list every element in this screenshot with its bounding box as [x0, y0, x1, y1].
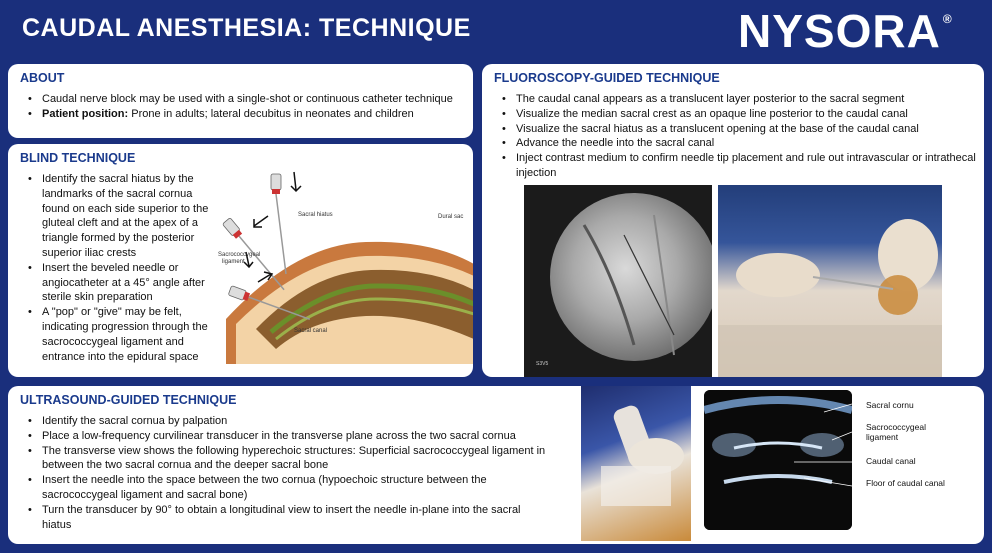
about-card [8, 64, 473, 138]
prep-site [878, 275, 918, 315]
fluoroscopy-image [524, 185, 712, 377]
ultrasound-image [704, 390, 852, 530]
ultrasound-bullet [22, 414, 552, 429]
label-ligament: ligament [222, 259, 245, 265]
ultrasound-bullet-text: The transverse view shows the following hyperechoic structures: Superficial sacrococcygeal ligament in between the two sacral cornua and the deeper sacral bone [42, 444, 546, 472]
about-heading: ABOUT [20, 71, 65, 85]
label-sacral-cornu: Sacral cornu [866, 400, 914, 410]
fluoro-overlay [524, 185, 712, 377]
ultrasound-bullet [22, 429, 552, 444]
ultrasound-list [22, 414, 552, 532]
fluoro-bullet [496, 122, 976, 137]
about-bullet [22, 92, 467, 107]
label-floor-caudal-canal: Floor of caudal canal [866, 478, 945, 488]
fluoroscopy-card [482, 64, 984, 377]
label-ligament: ligament [866, 432, 899, 442]
needle [813, 277, 893, 289]
probe-photo-art [581, 386, 691, 541]
fluoro-bullet [496, 107, 976, 122]
fluoro-bullet-text: Visualize the median sacral crest as an opaque line posterior to the caudal canal [516, 107, 908, 120]
procedure-photo [718, 185, 942, 377]
drape [718, 325, 942, 377]
blind-list [22, 172, 222, 364]
drape [601, 466, 671, 506]
ultrasound-bullet-text: Turn the transducer by 90° to obtain a longitudinal view to insert the needle in-plane into the sacral hiatus [42, 503, 521, 531]
about-list [22, 92, 467, 122]
blind-bullet [22, 305, 222, 364]
ultrasound-labels [866, 386, 984, 536]
arrow-icon [254, 216, 268, 227]
sacrum-illustration [216, 164, 473, 374]
fluoro-bullet-text: Inject contrast medium to confirm needle tip placement and rule out intravascular or intrathecal injection [516, 152, 976, 179]
ultrasound-card [8, 386, 984, 544]
blind-bullet [22, 261, 222, 305]
label-caudal-canal: Caudal canal [866, 456, 916, 466]
fluoro-bullet [496, 151, 976, 181]
fluoro-bullet [496, 92, 976, 107]
brand-logo [738, 4, 953, 58]
label-sacral-canal: Sacral canal [294, 328, 328, 334]
fluoro-list [496, 92, 976, 181]
label-sacrococcygeal: Sacrococcygeal [866, 422, 927, 432]
ultrasound-bullet-text: Insert the needle into the space between the two cornua (hypoechoic structure between the sacrococcygeal ligament and sacral bone) [42, 474, 487, 501]
about-bullet-text: Caudal nerve block may be used with a single-shot or continuous catheter technique [42, 93, 453, 105]
label-sacral-hiatus: Sacral hiatus [298, 212, 333, 218]
registered-mark: ® [942, 12, 953, 26]
fluoro-bullet-text: The caudal canal appears as a translucent layer posterior to the sacral segment [516, 93, 905, 105]
ultrasound-probe-photo [581, 386, 691, 541]
arrow-icon [291, 172, 301, 191]
fluoro-bullet [496, 136, 976, 151]
ultrasound-bullet [22, 473, 552, 503]
patient-position-text: Prone in adults; lateral decubitus in neonates and children [128, 107, 414, 120]
blind-bullet-text: A "pop" or "give" may be felt, indicating progression through the sacrococcygeal ligament and entrance into the epidural space [42, 306, 208, 363]
label-dural-sac: Dural sac [438, 214, 464, 220]
ultrasound-bullet-text: Place a low-frequency curvilinear transducer in the transverse plane across the two sacral cornua [42, 429, 516, 442]
blind-bullet [22, 172, 222, 261]
page-title: CAUDAL ANESTHESIA: TECHNIQUE [22, 14, 471, 42]
blind-bullet-text: Insert the beveled needle or angiocatheter at a 45° angle after sterile skin preparation [42, 261, 205, 304]
fluoro-bullet-text: Visualize the sacral hiatus as a translucent opening at the base of the caudal canal [516, 122, 919, 135]
ultrasound-bullet-text: Identify the sacral cornua by palpation [42, 415, 228, 427]
ultrasound-heading: ULTRASOUND-GUIDED TECHNIQUE [20, 393, 237, 407]
blind-bullet-text: Identify the sacral hiatus by the landmarks of the sacral cornua found on each side superior to the gluteal cleft and at the apex of a triangle formed by the posterior superior iliac crests [42, 173, 209, 259]
fluoro-heading: FLUOROSCOPY-GUIDED TECHNIQUE [494, 71, 720, 85]
fluoro-bullet-text: Advance the needle into the sacral canal [516, 137, 715, 150]
needle-top [271, 174, 286, 274]
fluoro-caption: S3V5 [536, 361, 549, 367]
blind-heading: BLIND TECHNIQUE [20, 151, 136, 165]
label-sacrococcygeal: Sacrococcygeal [218, 252, 261, 258]
patient-position-label: Patient position: [42, 107, 129, 120]
procedure-photo-art [718, 185, 942, 377]
ultrasound-bullet [22, 503, 552, 533]
ultrasound-bullet [22, 444, 552, 474]
blind-technique-card [8, 144, 473, 377]
ultrasound-scan-art [704, 390, 852, 530]
brand-name: NYSORA [738, 5, 941, 57]
gloved-hand-left [736, 253, 820, 297]
about-bullet [22, 107, 467, 122]
